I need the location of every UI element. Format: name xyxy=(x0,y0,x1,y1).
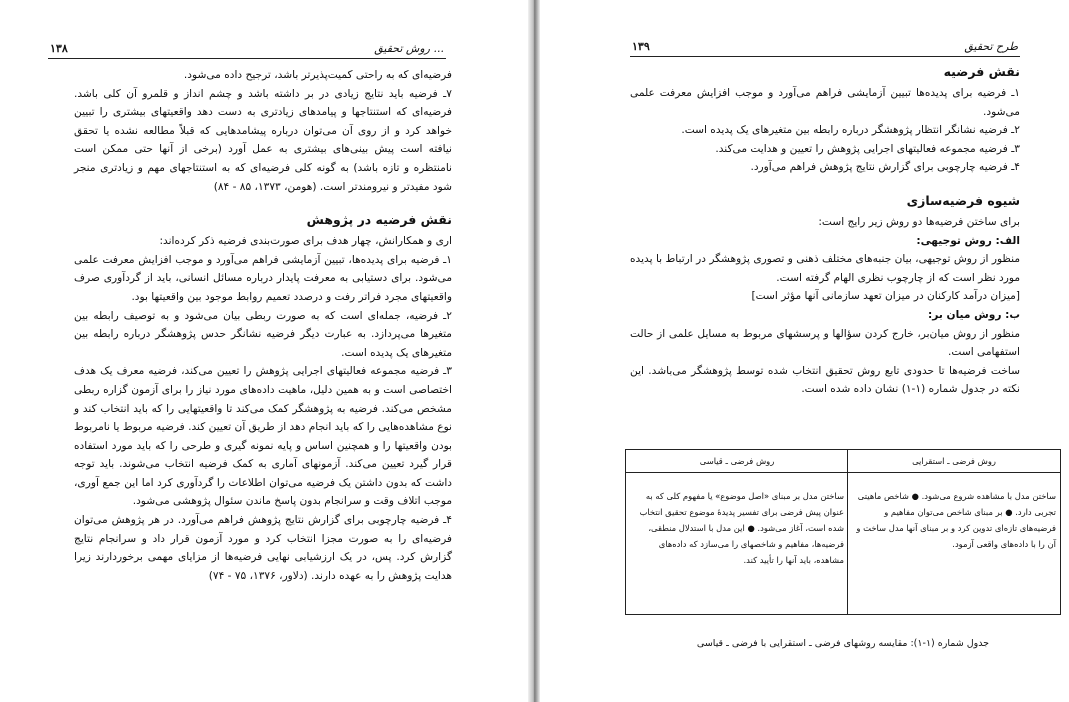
left-intro-item-7: ۷ـ فرضیه باید نتایج زیادی در بر داشته باشد و چشم انداز و قلمرو آن کلی باشد. فرضیه‌ای که استنتاجها و پیامدهای زیادتری به دست دهد واقعیتهای بیشتری را تبیین خواهد کرد و از روی آن می‌توان درباره پیشامدهایی که قبلاً مطالعه نشده یا تحقق نیافته است پیش بینی‌های بیشتری به عمل آورد (برخی از آنها حتی ممکن است نامنتظره و تازه باشد) به گونه کلی فرضیه‌ای که به استنتاجهای مهم و زیادتری منجر شود مفیدتر و نیرومندتر است. (هومن، ۱۳۷۳، ۸۵ - ۸۴) xyxy=(74,87,452,193)
table-header-deductive: روش فرضی ـ قیاسی xyxy=(699,456,775,466)
method-a-example: [میزان درآمد کارکنان در میزان تعهد سازمانی آنها مؤثر است] xyxy=(751,290,1020,303)
table-column-deductive xyxy=(626,450,848,614)
right-page-header xyxy=(630,36,1020,57)
table-caption: جدول شماره (۱-۱): مقایسه روشهای فرضی ـ استقرایی با فرضی ـ قیاسی xyxy=(696,638,990,649)
right-section2-title: شیوه فرضیه‌سازی xyxy=(906,192,1020,208)
method-a-text: منظور از روش توجیهی، بیان جنبه‌های مختلف ذهنی و تصوری پژوهشگر در ارتباط با پدیده مورد نظر است که از چارچوب نظری الهام گرفته است. xyxy=(630,253,1020,284)
table-cell-deductive: ساختن مدل بر مبنای «اصل موضوع» یا مفهوم کلی که به عنوان پیش فرضی برای تفسیر پدیدهٔ موضوع تحقیق انتخاب شده است، آغاز می‌شود. ● این مدل با استدلال منطقی، فرضیه‌ها، مفاهیم و شاخصهای را می‌سازد که داده‌های مشاهده، باید آنها را تأیید کند. xyxy=(639,491,844,565)
right-running-title: طرح تحقیق xyxy=(964,40,1018,53)
left-item-4: ۴ـ فرضیه چارچوبی برای گزارش نتایج پژوهش فراهم می‌آورد. در هر پژوهش می‌توان فرضیه‌ای را به صورت مجزا انتخاب کرد و مورد آزمون قرار داد و سرانجام نتایج گزارش کرد. پس، در یک ارزشیابی نهایی فرضیه‌ها از مزایای مهمی برخوردارند زیرا هدایت پژوهش را به عهده دارند. (دلاور، ۱۳۷۶، ۷۵ - ۷۴) xyxy=(74,514,452,582)
left-page-header xyxy=(48,38,446,59)
left-page xyxy=(0,0,528,702)
left-item-1: ۱ـ فرضیه برای پدیده‌ها، تبیین آزمایشی فراهم می‌آورد و موجب افزایش معرفت علمی می‌شود. برای دستیابی به معرفت پایدار درباره مسائل انسانی، باید از گردآوری صرف واقعیتهای مجرد فراتر رفت و درصدد تعمیم روابط موجود بین واقعیتها بود. xyxy=(74,253,452,303)
right-section1-title: نقش فرضیه xyxy=(943,64,1020,79)
closing-text: ساخت فرضیه‌ها تا حدودی تابع روش تحقیق انتخاب شده توسط پژوهشگر می‌باشد. این نکته در جدول شماره (۱-۱) نشان داده شده است. xyxy=(630,364,1020,396)
left-page-number: ۱۳۸ xyxy=(50,42,68,55)
right-section1-item-1: ۱ـ فرضیه برای پدیده‌ها تبیین آزمایشی فراهم می‌آورد و موجب افزایش معرفت علمی می‌شود. xyxy=(630,87,1020,118)
right-section1-item-2: ۲ـ فرضیه نشانگر انتظار پژوهشگر درباره رابطه بین متغیرهای یک پدیده است. xyxy=(681,124,1020,137)
left-section-title: نقش فرضیه در پژوهش xyxy=(306,212,452,228)
comparison-table xyxy=(625,449,1061,615)
right-section2-intro: برای ساختن فرضیه‌ها دو روش زیر رایج است: xyxy=(818,215,1020,228)
left-page-body xyxy=(74,66,452,585)
right-section1-item-4: ۴ـ فرضیه چارچوبی برای گزارش نتایج پژوهش فراهم می‌آورد. xyxy=(750,161,1020,174)
method-b-title: ب: روش میان بر: xyxy=(928,308,1020,321)
right-page-body xyxy=(630,62,1020,399)
left-item-3: ۳ـ فرضیه مجموعه فعالیتهای اجرایی پژوهش را تعیین می‌کند، فرضیه معرف یک هدف اختصاصی است و به همین دلیل، ماهیت داده‌های مورد نیاز را برای آزمون گزاره ربطی مشخص می‌کند. فرضیه به پژوهشگر کمک می‌کند تا واقعیتهایی را که باید انتخاب کند و نوع مشاهده‌هایی را که باید انجام دهد از طریق آن تعیین کند. فرضیه مربوط یا نامربوط بودن واقعیتها را و همچنین اساس و پایه نمونه گیری و طرحی را که باید مورد استفاده قرار گیرد تعیین می‌کند. آزمونهای آماری به کمک فرضیه انتخاب می‌شوند. باید توجه داشت که بدون داشتن یک فرضیه می‌توان اطلاعات را گردآوری کرد اما این جمع آوری، موجب اتلاف وقت و سرانجام بدون پاسخ ماندن سئوال پژوهشی می‌شود. xyxy=(74,365,452,508)
left-intro-line-1: فرضیه‌ای که به راحتی کمیت‌پذیرتر باشد، ترجیح داده می‌شود. xyxy=(183,69,452,81)
right-page-number: ۱۳۹ xyxy=(632,40,650,53)
table-header-inductive: روش فرضی ـ استقرایی xyxy=(912,456,996,466)
table-cell-inductive: ساختن مدل با مشاهده شروع می‌شود. ● شاخص ماهیتی تجربی دارد. ● بر مبنای شاخص می‌توان مفاهیم و فرضیه‌های تازه‌ای تدوین کرد و بر مبنای آنها مدل ساخت و آن را با داده‌های واقعی آزمود. xyxy=(856,491,1056,549)
method-a-title: الف: روش توجیهی: xyxy=(916,234,1020,247)
table-column-inductive xyxy=(848,450,1060,614)
left-running-title: روش تحقیق ... xyxy=(374,42,444,55)
left-section-intro: اری و همکارانش، چهار هدف برای صورت‌بندی فرضیه ذکر کرده‌اند: xyxy=(159,235,452,248)
method-b-text: منظور از روش میان‌بر، خارج کردن سؤالها و پرسشهای مربوط به مسایل علمی از حالت استفهامی است. xyxy=(630,327,1020,359)
book-spine xyxy=(528,0,540,702)
left-item-2: ۲ـ فرضیه، جمله‌ای است که به صورت ربطی بیان می‌شود و به توصیف رابطه بین متغیرها می‌پردازد. به عبارت دیگر فرضیه نشانگر حدس پژوهشگر درباره رابطه بین متغیرهای یک پدیده است. xyxy=(74,309,452,359)
right-section1-item-3: ۳ـ فرضیه مجموعه فعالیتهای اجرایی پژوهش را تعیین و هدایت می‌کند. xyxy=(715,142,1020,155)
